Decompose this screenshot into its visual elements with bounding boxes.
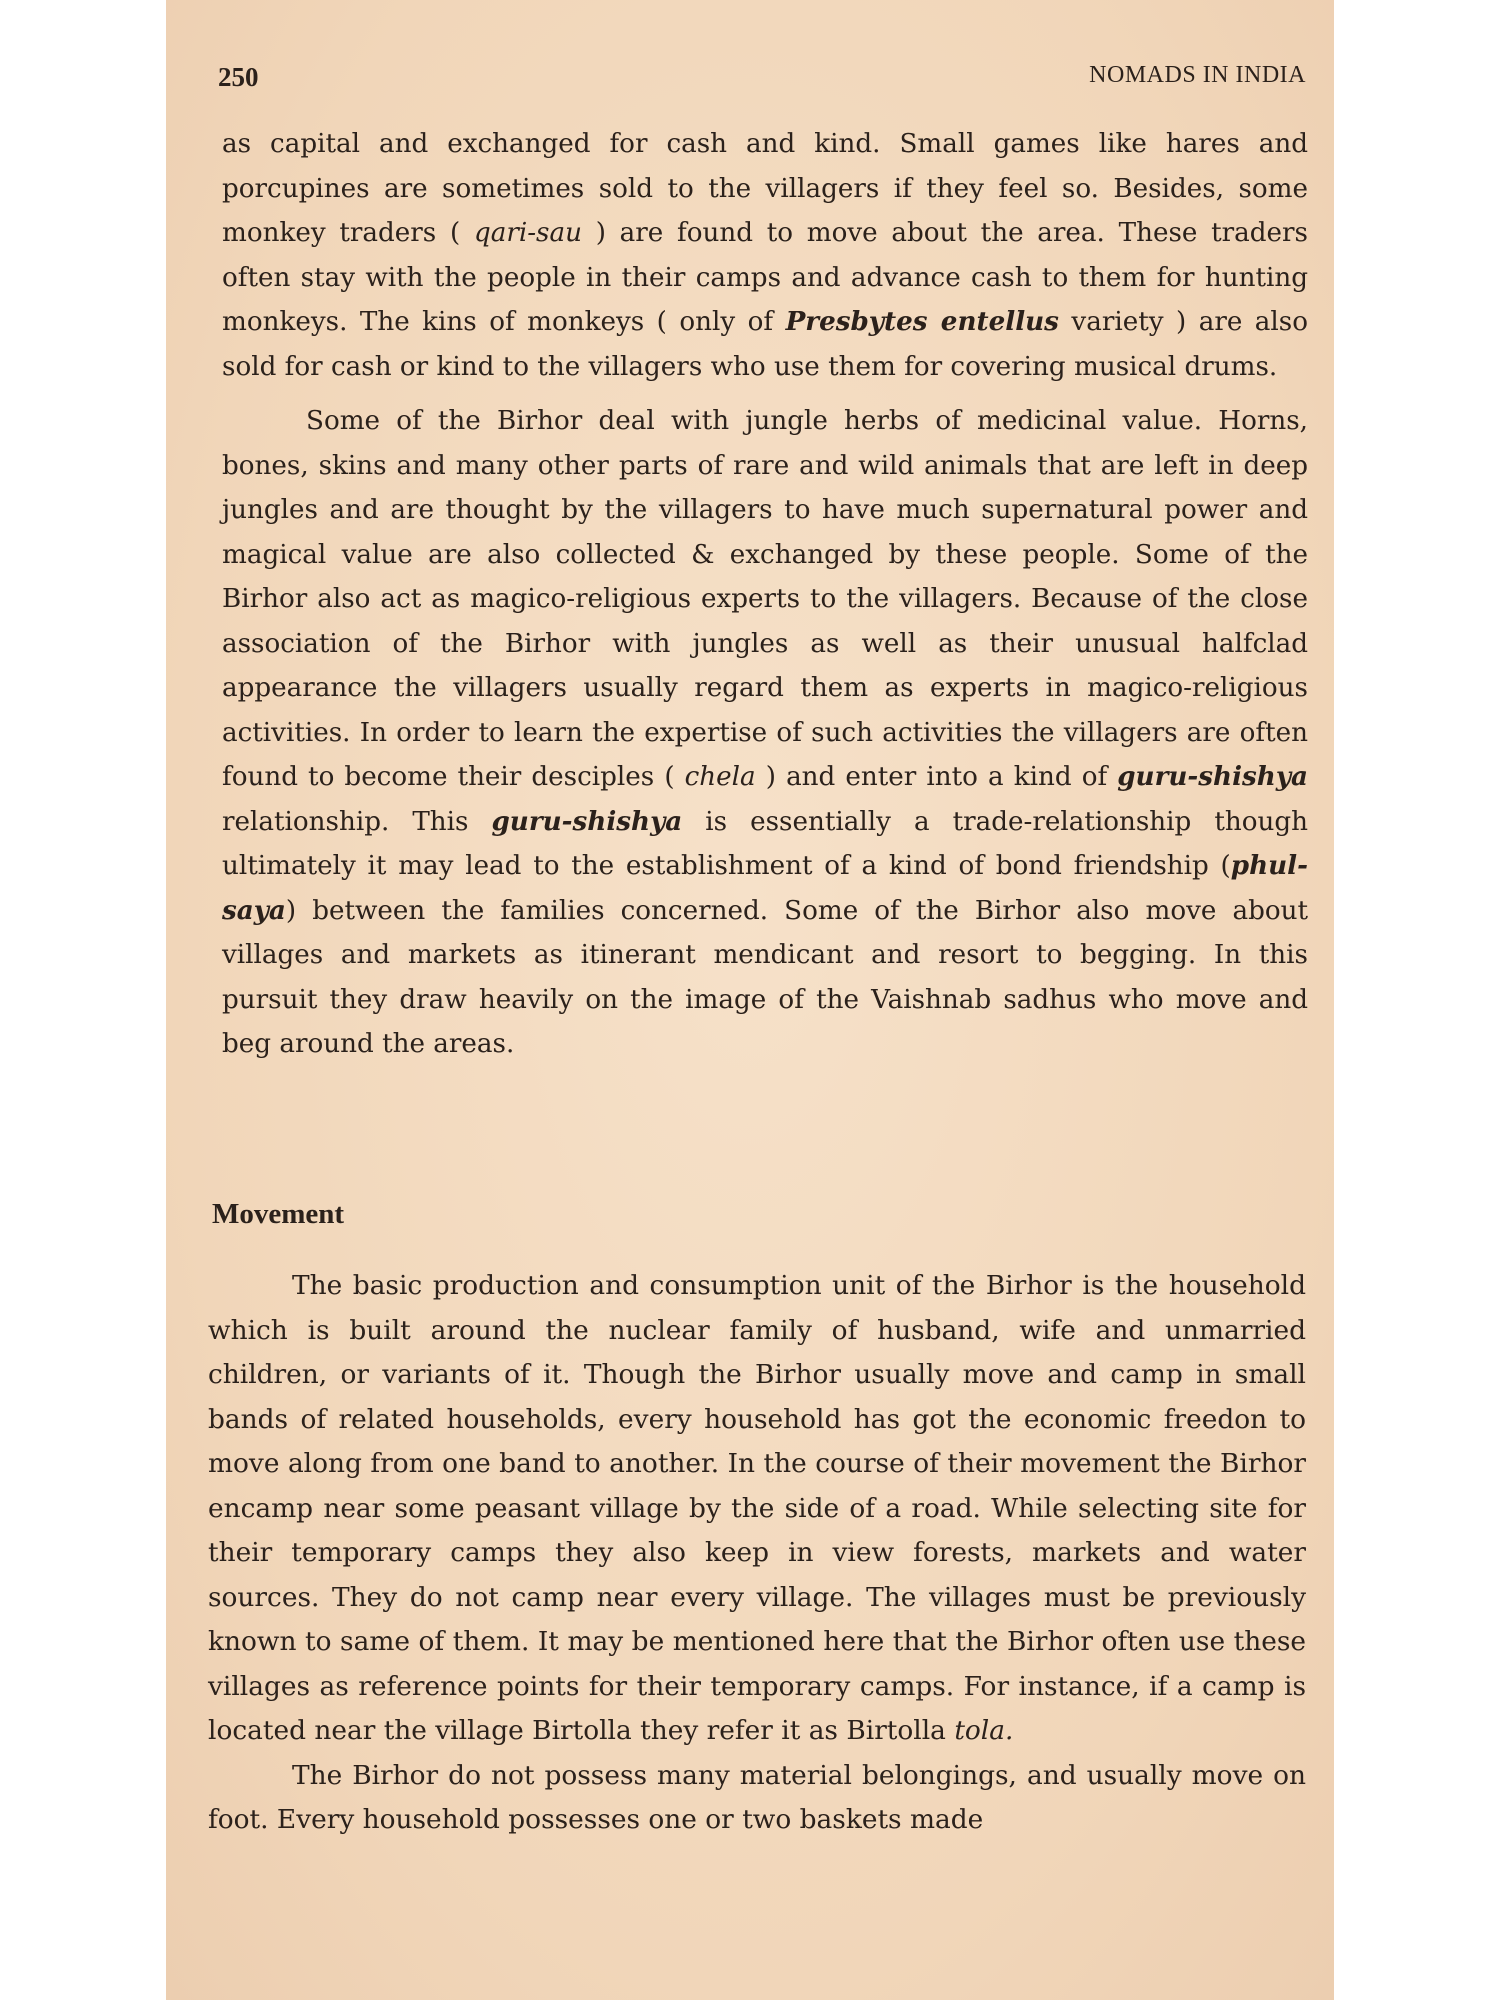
text-run: as capital and exchanged for cash and kind. Small games like hares and porcupines are sometimes sold to the villagers if they feel so. Besides, some monkey traders ( bbox=[222, 129, 1308, 248]
text-run: relationship. This bbox=[222, 806, 492, 837]
italic-term: Presbytes entellus bbox=[785, 306, 1059, 337]
text-run: ) and enter into a kind of bbox=[755, 762, 1118, 792]
section-heading: Movement bbox=[212, 1198, 345, 1230]
page-number: 250 bbox=[218, 62, 259, 92]
text-run: Some of the Birhor deal with jungle herbs of medicinal value. Horns, bones, skins and many other parts of rare and wild animals that are left in deep jungles and are thought by the villagers to have much supernatural power and magical value are also collected & exchanged by these people. Some of the Birhor also act as magico-religious experts to the villagers. Because of the close association of the Birhor with jungles as well as their unusual halfclad appearance the villagers usually regard them as experts in magico-religious activities. In order to learn the expertise of such activities the villagers are often found to become their desciples ( bbox=[222, 406, 1308, 792]
italic-term: phul-saya bbox=[222, 850, 1308, 926]
text-run: is essentially a trade-relationship though ultimately it may lead to the establishment of a kind of bond friendship ( bbox=[222, 806, 1308, 881]
paragraph bbox=[208, 1264, 1306, 1754]
paragraph bbox=[222, 399, 1308, 1067]
body-text-top bbox=[222, 122, 1308, 1067]
text-run: variety ) are also sold for cash or kind to the villagers who use them for covering musical drums. bbox=[222, 307, 1309, 382]
page-header bbox=[218, 58, 1306, 98]
text-run: ) are found to move about the area. These traders often stay with the people in their camps and advance cash to them for hunting monkeys. The kins of monkeys ( only of bbox=[222, 218, 1308, 337]
running-title: NOMADS IN INDIA bbox=[1089, 62, 1306, 88]
paragraph bbox=[222, 122, 1308, 389]
italic-term: qari-sau bbox=[473, 218, 582, 248]
text-run: The basic production and consumption unit of the Birhor is the household which is built around the nuclear family of husband, wife and unmarried children, or variants of it. Though the Birhor usually move and camp in small bands of related households, every household has got the economic freedon to move along from one band to another. In the course of their movement the Birhor encamp near some peasant village by the side of a road. While selecting site for their temporary camps they also keep in view forests, markets and water sources. They do not camp near every village. The villages must be previously known to same of them. It may be mentioned here that the Birhor often use these villages as reference points for their temporary camps. For instance, if a camp is located near the village Birtolla they refer it as Birtolla bbox=[208, 1270, 1306, 1746]
italic-term: chela bbox=[684, 762, 756, 792]
italic-term: tola. bbox=[954, 1715, 1014, 1746]
italic-term: guru-shishya bbox=[1117, 761, 1309, 792]
body-text-bottom bbox=[208, 1264, 1306, 1843]
italic-term: guru-shishya bbox=[491, 805, 683, 837]
text-run: The Birhor do not possess many material belongings, and usually move on foot. Every household possesses one or two baskets made bbox=[208, 1759, 1306, 1835]
book-page bbox=[166, 0, 1334, 2000]
text-run: ) between the families concerned. Some of the Birhor also move about villages and markets as itinerant mendicant and resort to begging. In this pursuit they draw heavily on the image of the Vaishnab sadhus who move and beg around the areas. bbox=[222, 895, 1308, 1059]
paragraph bbox=[208, 1754, 1306, 1843]
